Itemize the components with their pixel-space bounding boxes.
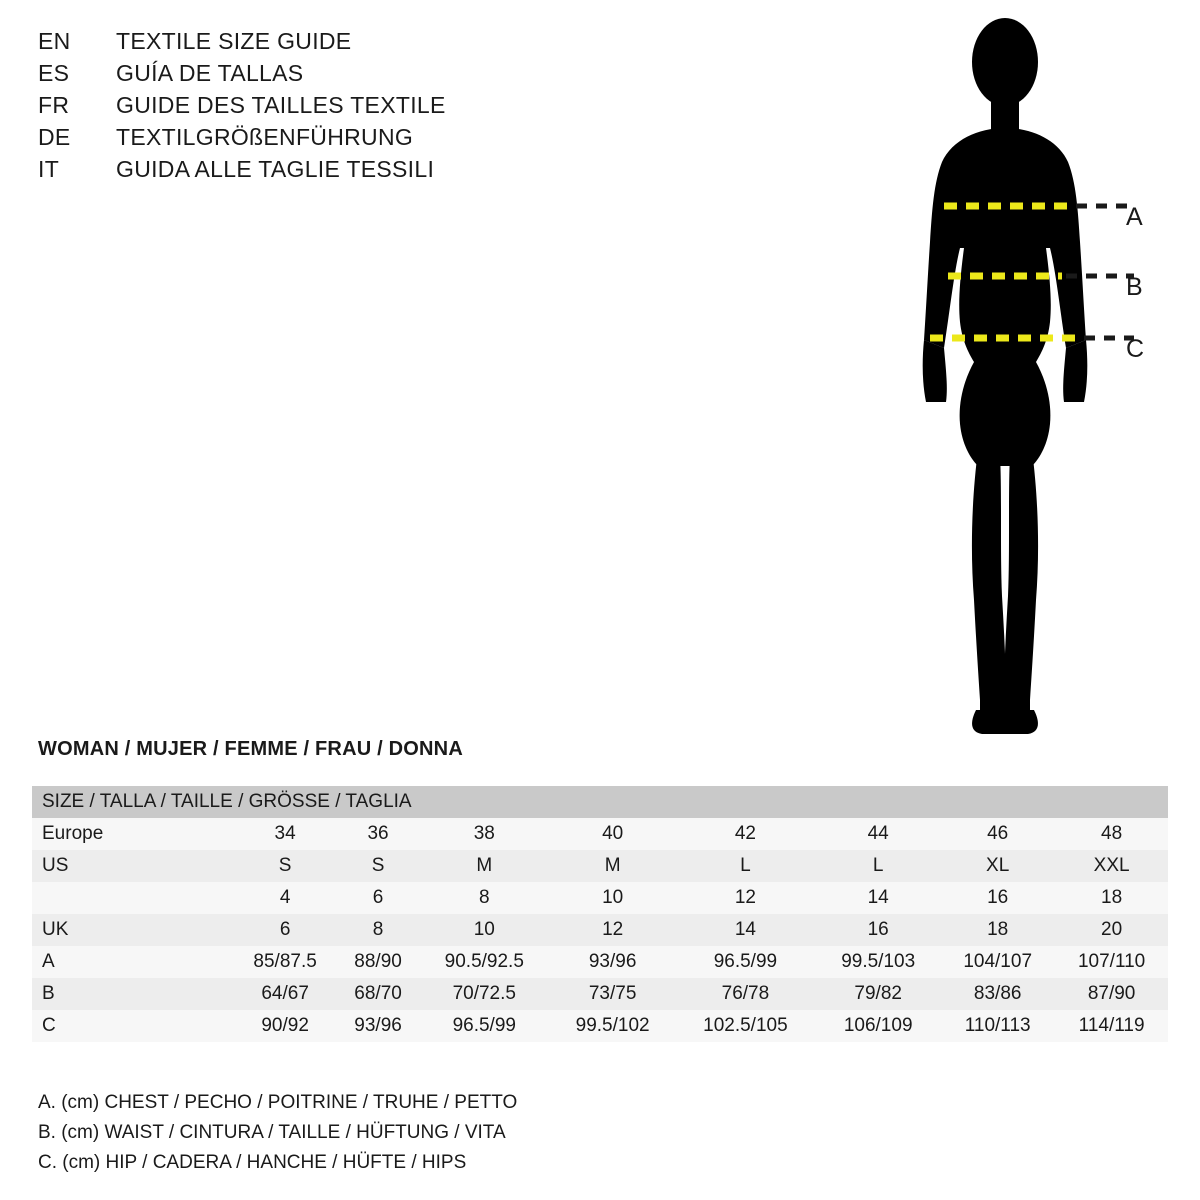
cell: 99.5/103 xyxy=(841,951,916,972)
cell: 12 xyxy=(734,887,756,908)
cell: 76/78 xyxy=(721,983,770,1004)
cell: S xyxy=(278,855,292,876)
cell: 42 xyxy=(734,823,756,844)
cell: 90.5/92.5 xyxy=(444,951,524,972)
cell: 14 xyxy=(867,887,889,908)
row-label-us-numeric xyxy=(32,882,232,914)
size-table xyxy=(32,786,1168,1042)
table-row xyxy=(32,946,1168,978)
table-row xyxy=(32,882,1168,914)
cell: 104/107 xyxy=(963,951,1033,972)
language-row-de xyxy=(38,124,678,156)
cell: 10 xyxy=(473,919,495,940)
table-row xyxy=(32,914,1168,946)
cell: XL xyxy=(986,855,1010,876)
cell: 73/75 xyxy=(588,983,637,1004)
cell: 38 xyxy=(473,823,495,844)
cell: 107/110 xyxy=(1077,951,1146,972)
measurement-legend xyxy=(38,1088,517,1178)
language-title-it: GUIDA ALLE TAGLIE TESSILI xyxy=(116,156,435,182)
chest-marker-label: A xyxy=(1126,203,1143,231)
cell: 20 xyxy=(1101,919,1123,940)
cell: 18 xyxy=(987,919,1009,940)
cell: 4 xyxy=(279,887,291,908)
waist-marker-label: B xyxy=(1126,273,1143,301)
cell: 79/82 xyxy=(854,983,902,1004)
cell: 102.5/105 xyxy=(703,1015,788,1036)
cell: 12 xyxy=(602,919,624,940)
cell: 40 xyxy=(602,823,624,844)
legend-line-a: A. (cm) CHEST / PECHO / POITRINE / TRUHE / PETTO xyxy=(38,1092,518,1113)
cell: 16 xyxy=(987,887,1009,908)
cell: L xyxy=(872,855,884,876)
cell: 8 xyxy=(478,887,490,908)
language-title-en: TEXTILE SIZE GUIDE xyxy=(116,28,352,54)
row-label-us: US xyxy=(42,855,69,876)
language-code-es: ES xyxy=(38,60,70,86)
body-figure xyxy=(860,10,1190,750)
language-code-de: DE xyxy=(38,124,71,150)
cell: 36 xyxy=(367,823,389,844)
cell: 64/67 xyxy=(261,983,309,1004)
cell: 14 xyxy=(734,919,756,940)
row-label-c: C xyxy=(42,1015,56,1036)
section-title-woman: WOMAN / MUJER / FEMME / FRAU / DONNA xyxy=(38,738,463,760)
cell: 34 xyxy=(274,823,296,844)
cell: 96.5/99 xyxy=(452,1015,516,1036)
language-title-es: GUÍA DE TALLAS xyxy=(116,60,304,86)
cell: 106/109 xyxy=(843,1015,913,1036)
table-row xyxy=(32,1010,1168,1042)
table-header-row xyxy=(32,786,1168,818)
cell: 87/90 xyxy=(1087,983,1136,1004)
row-label-b: B xyxy=(42,983,55,1004)
cell: 93/96 xyxy=(354,1015,402,1036)
cell: 88/90 xyxy=(354,951,402,972)
cell: 6 xyxy=(372,887,384,908)
table-header-label: SIZE / TALLA / TAILLE / GRÖSSE / TAGLIA xyxy=(42,791,412,812)
table-row xyxy=(32,978,1168,1010)
language-code-fr: FR xyxy=(38,92,70,118)
cell: 8 xyxy=(372,919,384,940)
cell: 85/87.5 xyxy=(253,951,317,972)
language-row-en xyxy=(38,28,678,60)
cell: 68/70 xyxy=(354,983,402,1004)
cell: 48 xyxy=(1101,823,1123,844)
cell: XXL xyxy=(1093,855,1130,876)
cell: 16 xyxy=(867,919,889,940)
cell: 46 xyxy=(987,823,1009,844)
female-silhouette-icon xyxy=(860,10,1190,750)
cell: M xyxy=(476,855,493,876)
cell: L xyxy=(740,855,751,876)
language-title-fr: GUIDE DES TAILLES TEXTILE xyxy=(116,92,446,118)
cell: 93/96 xyxy=(588,951,637,972)
language-code-en: EN xyxy=(38,28,71,54)
language-row-es xyxy=(38,60,678,92)
language-row-it xyxy=(38,156,678,188)
cell: S xyxy=(371,855,385,876)
cell: 90/92 xyxy=(261,1015,309,1036)
cell: 114/119 xyxy=(1078,1015,1145,1036)
cell: 44 xyxy=(867,823,889,844)
legend-line-b: B. (cm) WAIST / CINTURA / TAILLE / HÜFTUNG / VITA xyxy=(38,1122,506,1143)
cell: 110/113 xyxy=(964,1015,1031,1036)
legend-line-c: C. (cm) HIP / CADERA / HANCHE / HÜFTE / HIPS xyxy=(38,1152,467,1173)
cell: M xyxy=(604,855,621,876)
hip-marker-label: C xyxy=(1126,335,1145,363)
row-label-a: A xyxy=(42,951,55,972)
language-title-de: TEXTILGRÖßENFÜHRUNG xyxy=(116,124,414,150)
table-row xyxy=(32,850,1168,882)
cell: 99.5/102 xyxy=(575,1015,650,1036)
language-title-list xyxy=(38,28,678,188)
cell: 18 xyxy=(1101,887,1123,908)
row-label-europe: Europe xyxy=(42,823,104,844)
row-label-uk: UK xyxy=(42,919,69,940)
cell: 6 xyxy=(279,919,291,940)
language-row-fr xyxy=(38,92,678,124)
cell: 96.5/99 xyxy=(713,951,778,972)
table-row xyxy=(32,818,1168,850)
cell: 70/72.5 xyxy=(452,983,516,1004)
language-code-it: IT xyxy=(38,156,60,182)
cell: 83/86 xyxy=(973,983,1022,1004)
cell: 10 xyxy=(602,887,624,908)
